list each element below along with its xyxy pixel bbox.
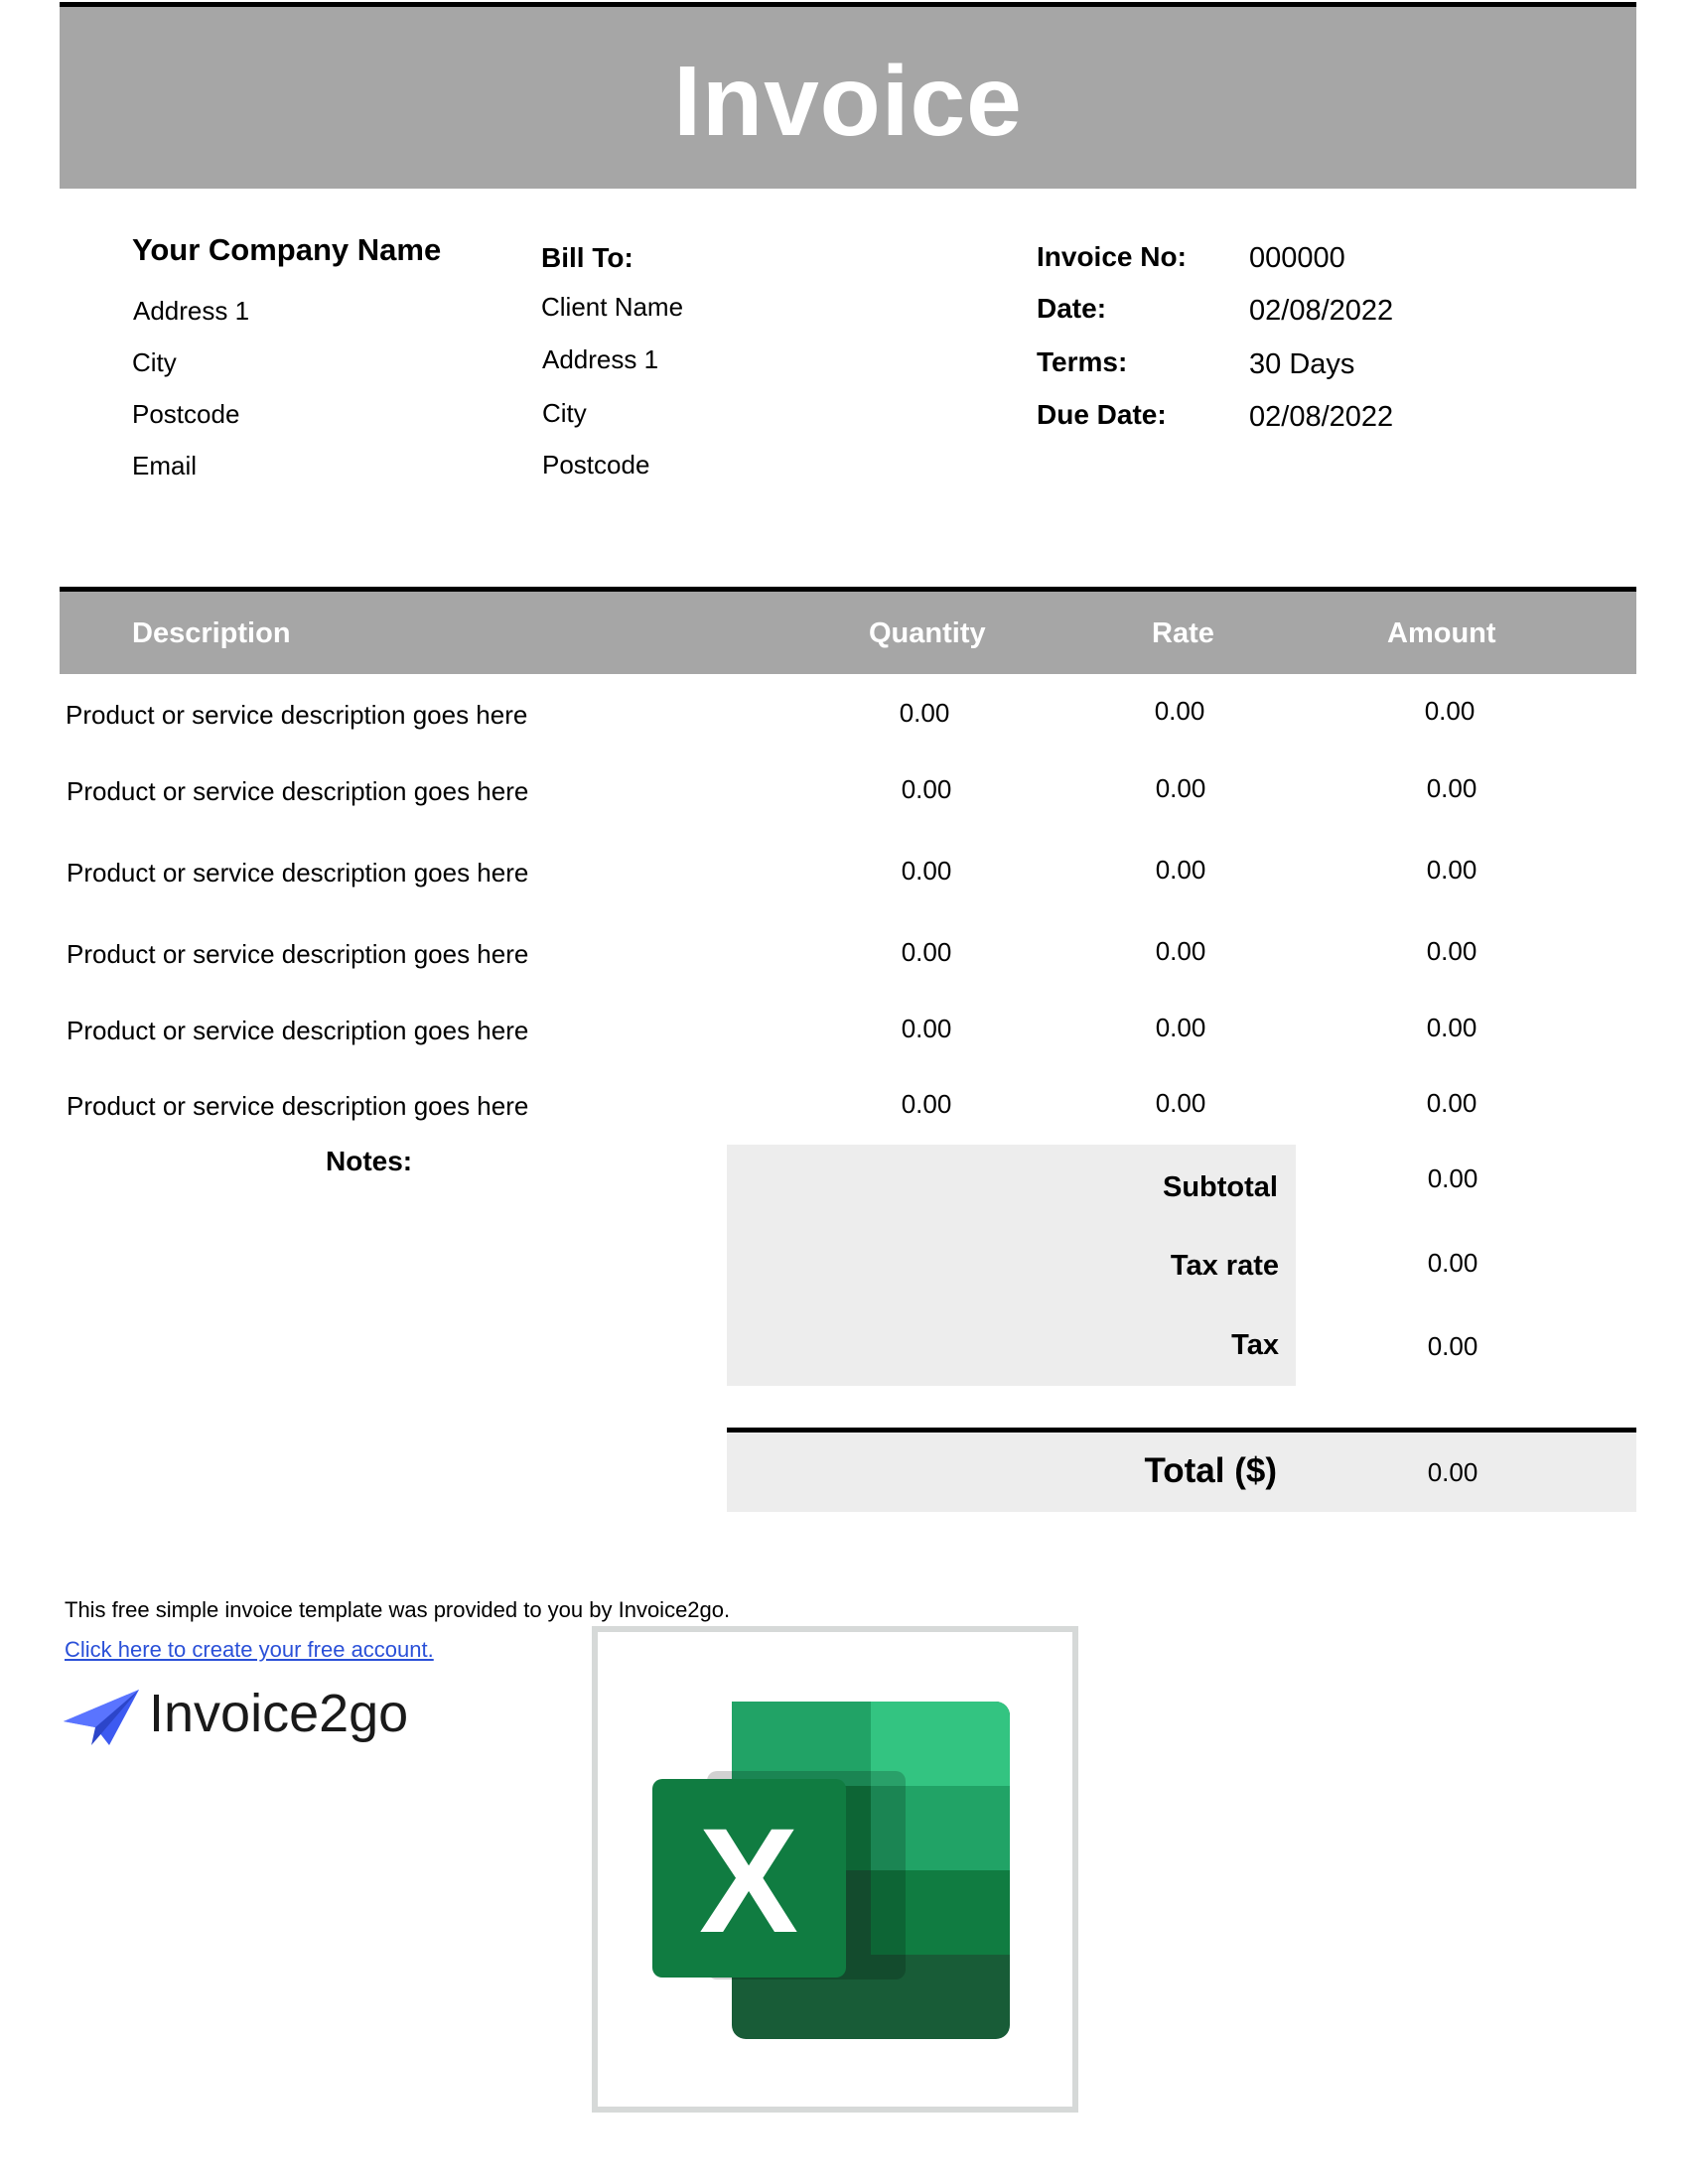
table-row-quantity: 0.00 <box>901 937 952 967</box>
paper-plane-icon <box>62 1688 141 1751</box>
invoice2go-logo-text: Invoice2go <box>149 1684 409 1743</box>
template-credit-text: This free simple invoice template was provided to you by Invoice2go. <box>65 1597 731 1622</box>
column-header-rate: Rate <box>1152 617 1214 649</box>
table-header <box>60 587 1636 674</box>
client-postcode: Postcode <box>542 450 650 479</box>
table-row-description: Product or service description goes here <box>66 700 528 730</box>
table-row-description: Product or service description goes here <box>67 776 529 806</box>
invoice-no-value: 000000 <box>1249 242 1345 274</box>
date-value: 02/08/2022 <box>1249 295 1394 327</box>
notes-label: Notes: <box>326 1146 413 1176</box>
tax-rate-label: Tax rate <box>1170 1250 1279 1282</box>
company-name: Your Company Name <box>132 232 442 267</box>
client-address: Address 1 <box>542 344 659 374</box>
excel-icon-letter: X <box>698 1797 799 1964</box>
excel-icon <box>647 1702 1025 2039</box>
create-account-link[interactable]: Click here to create your free account. <box>65 1637 434 1662</box>
client-name: Client Name <box>541 292 684 322</box>
table-row-amount: 0.00 <box>1426 1088 1477 1118</box>
table-row-amount: 0.00 <box>1424 696 1476 726</box>
company-postcode: Postcode <box>132 399 240 429</box>
total-value: 0.00 <box>1427 1457 1478 1487</box>
due-date-label: Due Date: <box>1037 399 1167 430</box>
invoice-title: Invoice <box>673 46 1023 157</box>
table-row-description: Product or service description goes here <box>67 1016 529 1045</box>
subtotal-value: 0.00 <box>1427 1163 1478 1193</box>
terms-label: Terms: <box>1037 346 1128 377</box>
bill-to-label: Bill To: <box>541 242 633 273</box>
table-row-amount: 0.00 <box>1426 773 1477 803</box>
tax-rate-value: 0.00 <box>1427 1248 1478 1278</box>
tax-label: Tax <box>1231 1329 1279 1361</box>
table-row-quantity: 0.00 <box>901 1089 952 1119</box>
table-row-rate: 0.00 <box>1155 855 1206 885</box>
company-city: City <box>132 347 177 377</box>
terms-value: 30 Days <box>1249 348 1355 380</box>
excel-icon-frame <box>592 1626 1078 2113</box>
client-city: City <box>542 398 587 428</box>
company-email: Email <box>132 451 198 480</box>
column-header-quantity: Quantity <box>869 617 986 649</box>
table-row-amount: 0.00 <box>1426 936 1477 966</box>
table-row-amount: 0.00 <box>1426 855 1477 885</box>
date-label: Date: <box>1037 293 1107 324</box>
table-row-description: Product or service description goes here <box>67 1091 529 1121</box>
table-row-description: Product or service description goes here <box>67 858 529 887</box>
invoice-no-label: Invoice No: <box>1037 241 1187 272</box>
subtotal-label: Subtotal <box>1163 1171 1278 1203</box>
table-row-rate: 0.00 <box>1155 936 1206 966</box>
column-header-description: Description <box>132 617 291 649</box>
table-row-rate: 0.00 <box>1155 773 1206 803</box>
table-row-amount: 0.00 <box>1426 1013 1477 1042</box>
table-row-quantity: 0.00 <box>901 1014 952 1043</box>
table-row-rate: 0.00 <box>1155 1088 1206 1118</box>
table-row-rate: 0.00 <box>1154 696 1205 726</box>
invoice-title-band <box>60 2 1636 189</box>
table-row-rate: 0.00 <box>1155 1013 1206 1042</box>
column-header-amount: Amount <box>1387 617 1496 649</box>
table-row-quantity: 0.00 <box>899 698 950 728</box>
tax-value: 0.00 <box>1427 1331 1478 1361</box>
table-row-quantity: 0.00 <box>901 856 952 886</box>
total-label: Total ($) <box>1144 1451 1277 1490</box>
due-date-value: 02/08/2022 <box>1249 401 1394 433</box>
table-row-quantity: 0.00 <box>901 774 952 804</box>
table-row-description: Product or service description goes here <box>67 939 529 969</box>
company-address: Address 1 <box>133 296 250 326</box>
